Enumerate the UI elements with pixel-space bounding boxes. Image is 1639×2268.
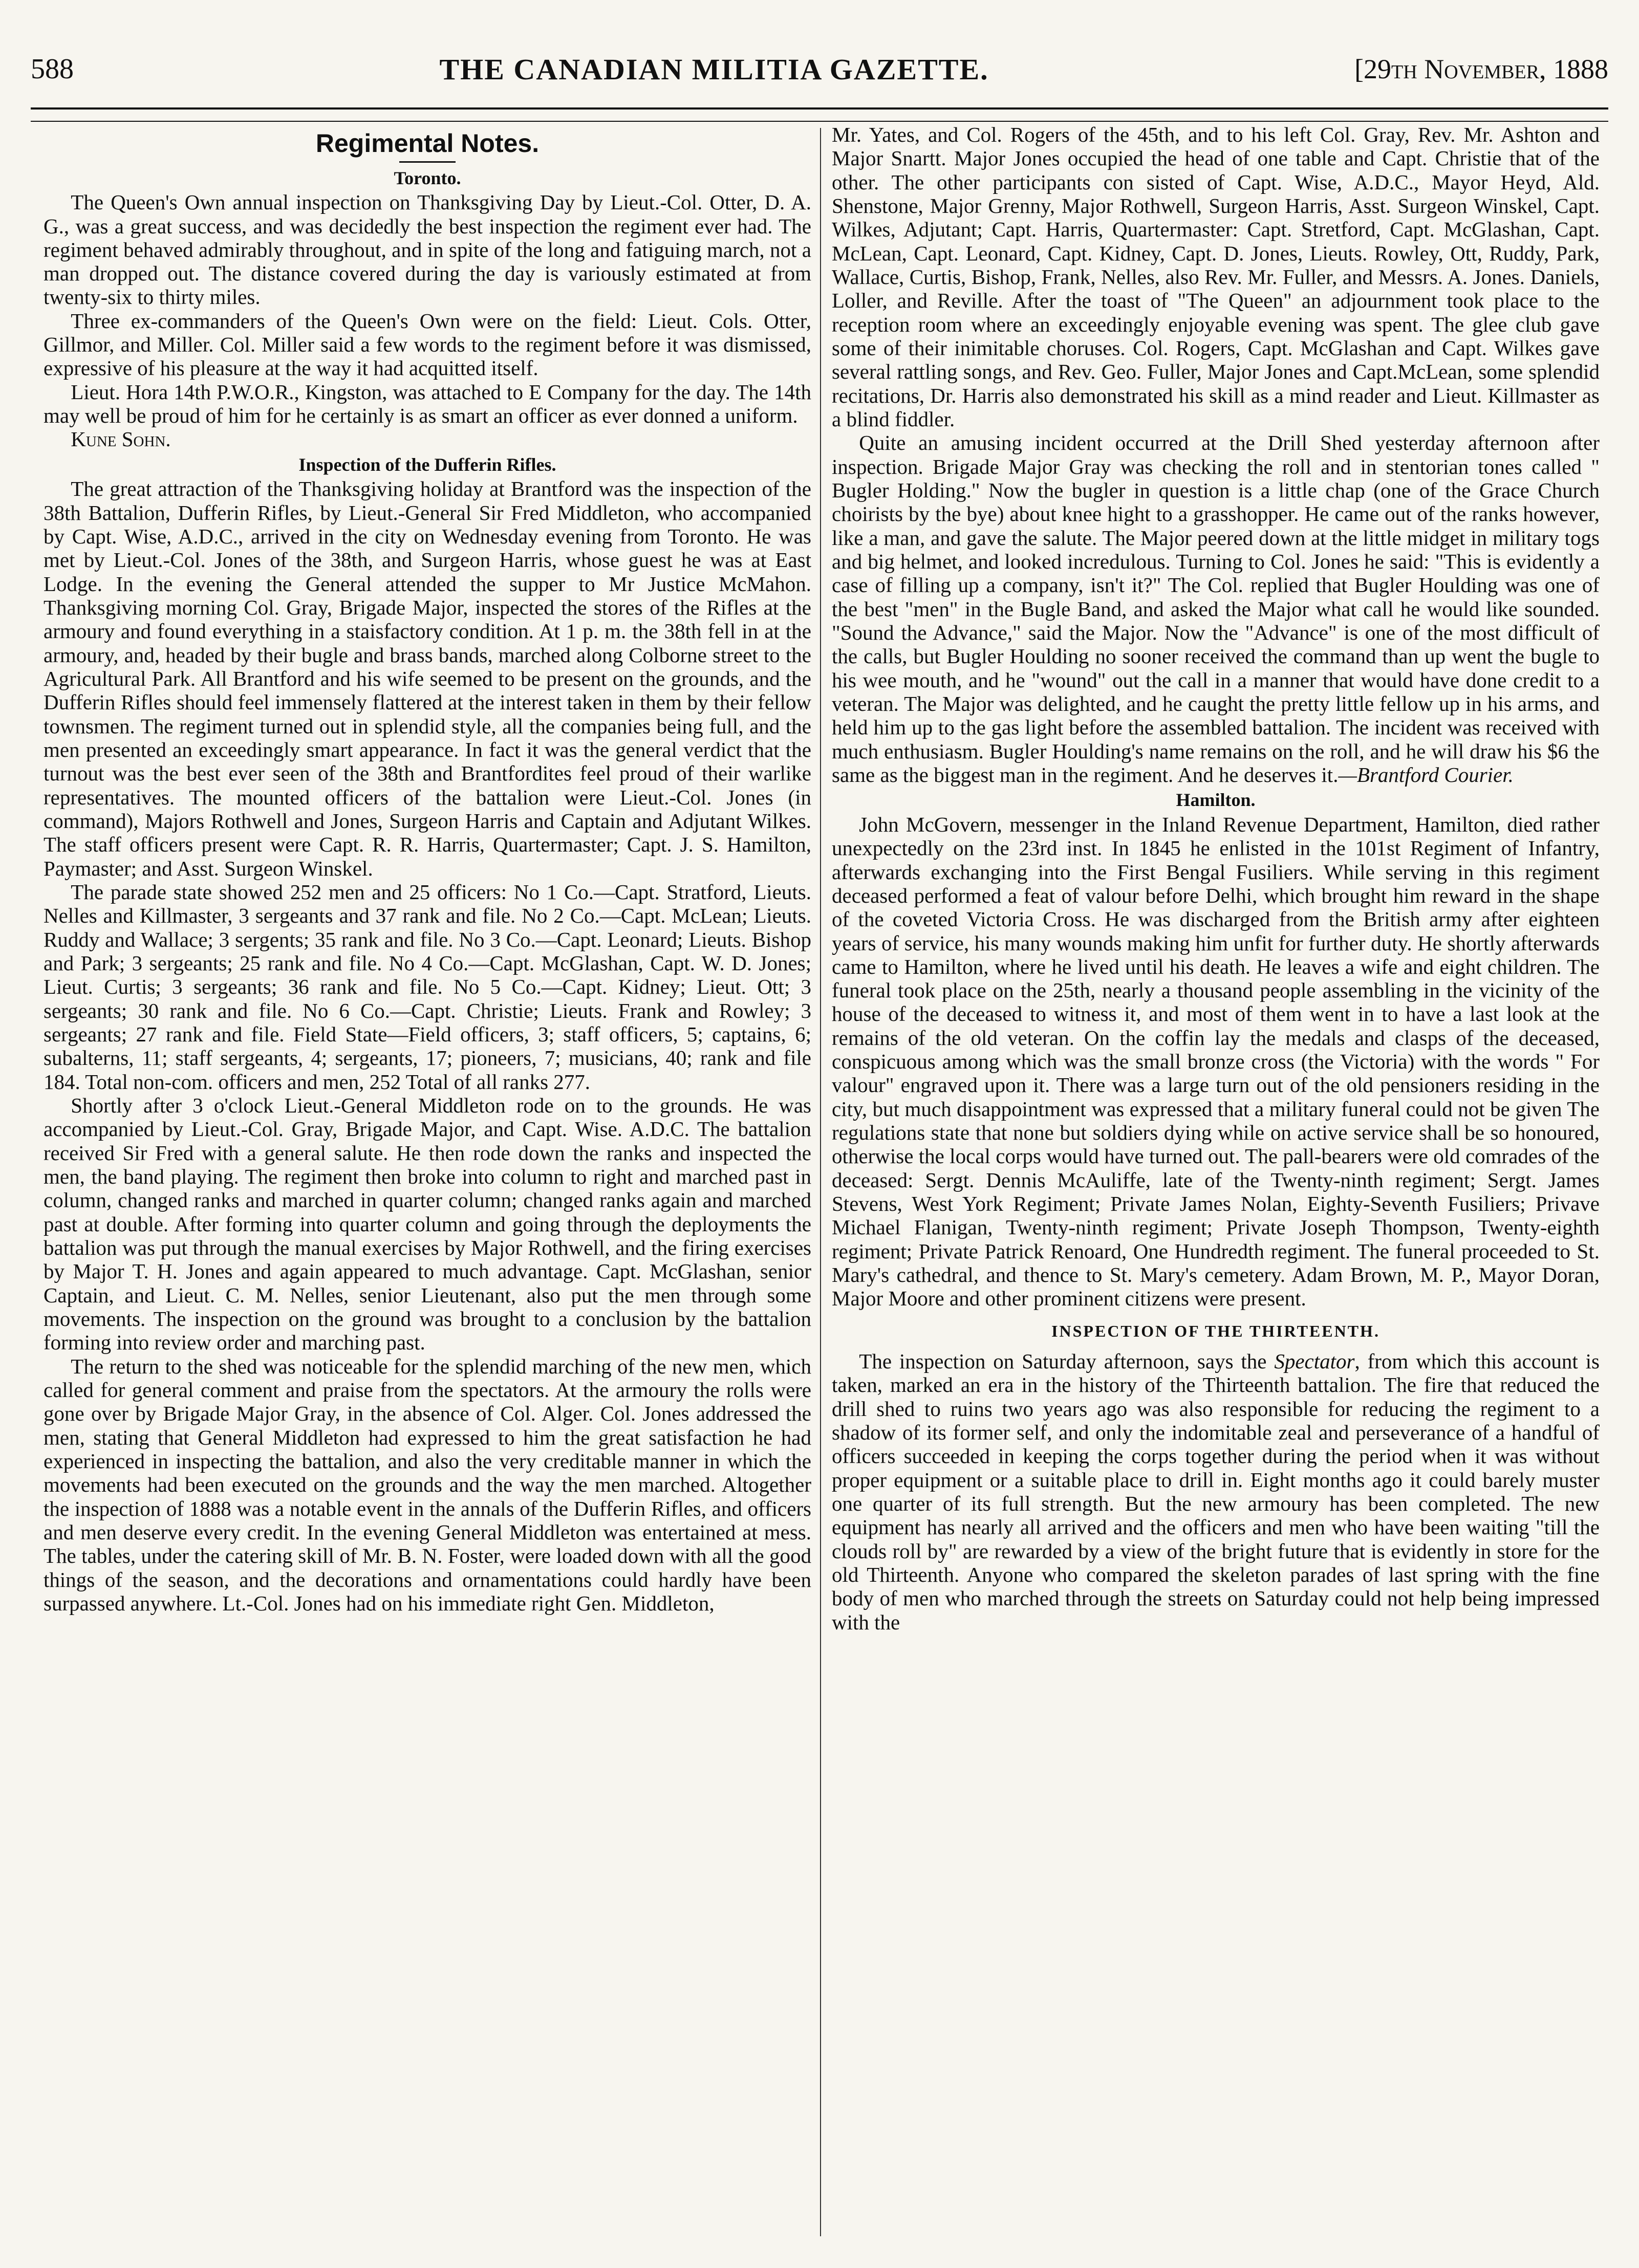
publication-title: THE CANADIAN MILITIA GAZETTE. xyxy=(439,52,989,86)
running-head xyxy=(31,41,1608,97)
title-rule xyxy=(399,161,456,163)
dufferin-paragraph: Shortly after 3 o'clock Lieut.-General Middleton rode on to the grounds. He was accompanied by Lieut.-Col. Gray, Brigade Major, and Capt. Wise. A.D.C. The battalion received Sir Fred with a general salute. He then rode down the ranks and inspected the men, the band playing. The regiment then broke into column to right and marched past in column, changed ranks and marched in quarter column; changed ranks again and marched past at double. After forming into quarter column and going through the deployments the battalion was put through the manual exercises by Major Rothwell, and the firing exercises by Major T. H. Jones and again appeared to much advantage. Capt. McGlashan, senior Captain, and Lieut. C. M. Nelles, senior Lieutenant, also put the men through some movements. The inspection on the ground was brought to a conclusion by the battalion forming into review order and marching past. xyxy=(44,1093,811,1355)
dufferin-paragraph: The great attraction of the Thanksgiving holiday at Brantford was the inspection of the 38th Battalion, Dufferin Rifles, by Lieut.-General Sir Fred Middleton, who accompanied by Capt. Wise, A.D.C., arrived in the city on Wednesday evening from Toronto. He was met by Lieut.-Col. Jones of the 38th, and Surgeon Harris, whose guest he was at East Lodge. In the evening the General attended the supper to Mr Justice McMahon. Thanksgiving morning Col. Gray, Brigade Major, inspected the stores of the Rifles at the armoury and found everything in a staisfactory condition. At 1 p. m. the 38th fell in at the armoury, and, headed by their bugle and brass bands, marched along Colborne street to the Agricultural Park. All Brantford and his wife seemed to be present on the grounds, and the Dufferin Rifles should feel immensely flattered at the interest taken in them by their fellow townsmen. The regiment turned out in splendid style, all the companies being full, and the men presented an exceedingly smart appearance. In fact it was the general verdict that the turnout was the best ever seen of the 38th and Brantfordites feel proud of their warlike representatives. The mounted officers of the battalion were Lieut.-Col. Jones (in command), Majors Rothwell and Jones, Surgeon Harris and Captain and Adjutant Wilkes. The staff officers present were Capt. R. R. Harris, Quartermaster; Capt. J. S. Hamilton, Paymaster; and Asst. Surgeon Winskel. xyxy=(44,477,811,880)
column-divider xyxy=(820,128,821,2236)
thirteenth-text-after: , from which this account is taken, marked an era in the history of the Thirteenth battalion. The fire that reduced the drill shed to ruins two years ago was also responsible for reducing the regiment to a shadow of its former self, and only the indomitable zeal and perseverance of a handful of officers succeeded in keeping the corps together during the period when it was without proper equipment or a suitable place to drill in. Eight months ago it could barely muster one quarter of its full strength. But the new armoury has been completed. The new equipment has nearly all arrived and the officers and men who have been waiting "till the clouds roll by" are rewarded by a view of the bright future that is evidently in store for the old Thirteenth. Anyone who compared the skeleton parades of last spring with the fine body of men who marched through the streets on Saturday could not help being impressed with the xyxy=(832,1349,1600,1634)
correspondent-signature: Kune Sohn. xyxy=(71,427,171,451)
thirteenth-heading: INSPECTION OF THE THIRTEENTH. xyxy=(1051,1321,1380,1340)
toronto-paragraph: Three ex-commanders of the Queen's Own were on the field: Lieut. Cols. Otter, Gillmor, and Miller. Col. Miller said a few words to the regiment before it was dismissed, expressive of his pleasure at the way it had acquitted itself. xyxy=(44,309,811,380)
toronto-paragraph: Lieut. Hora 14th P.W.O.R., Kingston, was attached to E Company for the day. The 14th may well be proud of him for he certainly is as smart an officer as ever donned a uniform. xyxy=(44,380,811,428)
dufferin-heading: Inspection of the Dufferin Rifles. xyxy=(298,454,556,475)
page-number: 588 xyxy=(31,53,74,85)
issue-date: [29th November, 1888 xyxy=(1354,54,1608,84)
header-rule xyxy=(31,107,1608,122)
hamilton-paragraph: John McGovern, messenger in the Inland Revenue Department, Hamilton, died rather unexpectedly on the 23rd inst. In 1845 he enlisted in the 101st Regiment of Infantry, afterwards exchanging into the First Bengal Fusiliers. While serving in this regiment deceased performed a feat of valour before Delhi, which brought him reward in the shape of the coveted Victoria Cross. He was discharged from the British army after eighteen years of service, his many wounds making him unfit for further duty. He shortly afterwards came to Hamilton, where he lived until his death. He leaves a wife and eight children. The funeral took place on the 25th, nearly a thousand people assembling in the vicinity of the house of the deceased to witness it, and most of them went in to have a last look at the remains of the old veteran. On the coffin lay the medals and clasps of the deceased, conspicuous among which was the small bronze cross (the Victoria) with the words " For valour" engraved upon it. There was a large turn out of the old pensioners residing in the city, but much disappointment was expressed that a military funeral could not be given The regulations state that none but soldiers dying while on active service shall be so honoured, otherwise the local corps would have turned out. The pall-bearers were old comrades of the deceased: Sergt. Dennis McAuliffe, late of the Twenty-ninth regiment; Sergt. James Stevens, West York Regiment; Private James Nolan, Eighty-Seventh Fusiliers; Privave Michael Flanigan, Twenty-ninth regiment; Private Joseph Thompson, Twenty-eighth regiment; Private Patrick Renoard, One Hundredth regiment. The funeral proceeded to St. Mary's cathedral, and thence to St. Mary's cemetery. Adam Brown, M. P., Mayor Doran, Major Moore and other prominent citizens were present. xyxy=(832,812,1600,1311)
bugler-paragraph xyxy=(832,431,1600,787)
bugler-text: Quite an amusing incident occurred at the Drill Shed yesterday afternoon after inspection. Brigade Major Gray was checking the roll and in stentorian tones called " Bugler Holding." Now the bugler in question is a little chap (one of the Grace Church choirists by the bye) about knee hight to a grasshopper. He came out of the ranks however, like a man, and gave the salute. The Major peered down at the little midget in military togs and big helmet, and looked incredulous. Turning to Col. Jones he said: "This is evidently a case of filling up a company, isn't it?" The Col. replied that Bugler Houlding was one of the best "men" in the Bugle Band, and asked the Major what call he would like sounded. "Sound the Advance," said the Major. Now the "Advance" is one of the most difficult of the calls, but Bugler Houlding no sooner received the command than up went the bugle to his wee mouth, and he "wound" out the call in a manner that would have done credit to a veteran. The Major was delighted, and he caught the pretty little fellow up in his arms, and held him up to the gas light before the assembled battalion. The incident was received with much enthusiasm. Bugler Houlding's name remains on the roll, and he will draw his $6 the same as the biggest man in the regiment. And he deserves it. xyxy=(832,431,1600,787)
toronto-heading: Toronto. xyxy=(394,167,461,188)
right-column xyxy=(832,123,1600,2247)
thirteenth-text-before: The inspection on Saturday afternoon, says the xyxy=(859,1349,1275,1373)
toronto-paragraph: The Queen's Own annual inspection on Thanksgiving Day by Lieut.-Col. Otter, D. A. G., was a great success, and was decidedly the best inspection the regiment ever had. The regiment behaved admirably throughout, and in spite of the long and fatiguing march, not a man dropped out. The distance covered during the day is variously estimated at from twenty-six to thirty miles. xyxy=(44,190,811,309)
source-credit: —Brantford Courier. xyxy=(1338,762,1514,787)
publication-name: Spectator xyxy=(1274,1349,1355,1373)
section-title: Regimental Notes. xyxy=(315,129,540,158)
continued-paragraph: Mr. Yates, and Col. Rogers of the 45th, and to his left Col. Gray, Rev. Mr. Ashton and Major Snartt. Major Jones occupied the head of one table and Capt. Christie that of the other. The other participants con sisted of Capt. Wise, A.D.C., Mayor Heyd, Ald. Shenstone, Major Grenny, Major Rothwell, Surgeon Harris, Asst. Surgeon Winskel, Capt. Wilkes, Adjutant; Capt. Harris, Quartermaster: Capt. Stretford, Capt. McGlashan, Capt. McLean, Capt. Leonard, Capt. Kidney, Capt. D. Jones, Lieuts. Rowley, Ott, Ruddy, Park, Wallace, Curtis, Bishop, Frank, Nelles, also Rev. Mr. Fuller, and Messrs. A. Jones. Daniels, Loller, and Reville. After the toast of "The Queen" an adjournment took place to the reception room where an exceedingly enjoyable evening was spent. The glee club gave some of their inimitable choruses. Col. Rogers, Capt. McGlashan and Capt. Wilkes gave several rattling songs, and Rev. Geo. Fuller, Major Jones and Capt.McLean, some splendid recitations, Dr. Harris also demonstrated his skill as a mind reader and Lieut. Killmaster as a blind fiddler. xyxy=(832,123,1600,431)
left-column xyxy=(44,123,811,2247)
dufferin-paragraph: The parade state showed 252 men and 25 officers: No 1 Co.—Capt. Stratford, Lieuts. Nelles and Killmaster, 3 sergeants and 37 rank and file. No 2 Co.—Capt. McLean; Lieuts. Ruddy and Wallace; 3 sergents; 35 rank and file. No 3 Co.—Capt. Leonard; Lieuts. Bishop and Park; 3 sergeants; 25 rank and file. No 4 Co.—Capt. McGlashan, Capt. W. D. Jones; Lieut. Curtis; 3 sergeants; 36 rank and file. No 5 Co.—Capt. Kidney; Lieut. Ott; 3 sergeants; 30 rank and file. No 6 Co.—Capt. Christie; Lieuts. Frank and Rowley; 3 sergeants; 27 rank and file. Field State—Field officers, 3; staff officers, 5; captains, 6; subalterns, 11; staff sergeants, 4; sergeants, 17; pioneers, 7; musicians, 40; rank and file 184. Total non-com. officers and men, 252 Total of all ranks 277. xyxy=(44,880,811,1094)
thirteenth-paragraph xyxy=(832,1349,1600,1634)
hamilton-heading: Hamilton. xyxy=(1176,790,1256,811)
dufferin-paragraph: The return to the shed was noticeable for the splendid marching of the new men, which called for general comment and praise from the spectators. At the armoury the rolls were gone over by Brigade Major Gray, in the absence of Col. Alger. Col. Jones addressed the men, stating that General Middleton had expressed to him the great satisfaction he had experienced in inspecting the battalion, and also the very creditable manner in which the movements had been executed on the grounds and the way the men marched. Altogether the inspection of 1888 was a notable event in the annals of the Dufferin Rifles, and officers and men deserve every credit. In the evening General Middleton was entertained at mess. The tables, under the catering skill of Mr. B. N. Foster, were loaded down with all the good things of the season, and the decorations and ornamentations could hardly have been surpassed anywhere. Lt.-Col. Jones had on his immediate right Gen. Middleton, xyxy=(44,1354,811,1615)
